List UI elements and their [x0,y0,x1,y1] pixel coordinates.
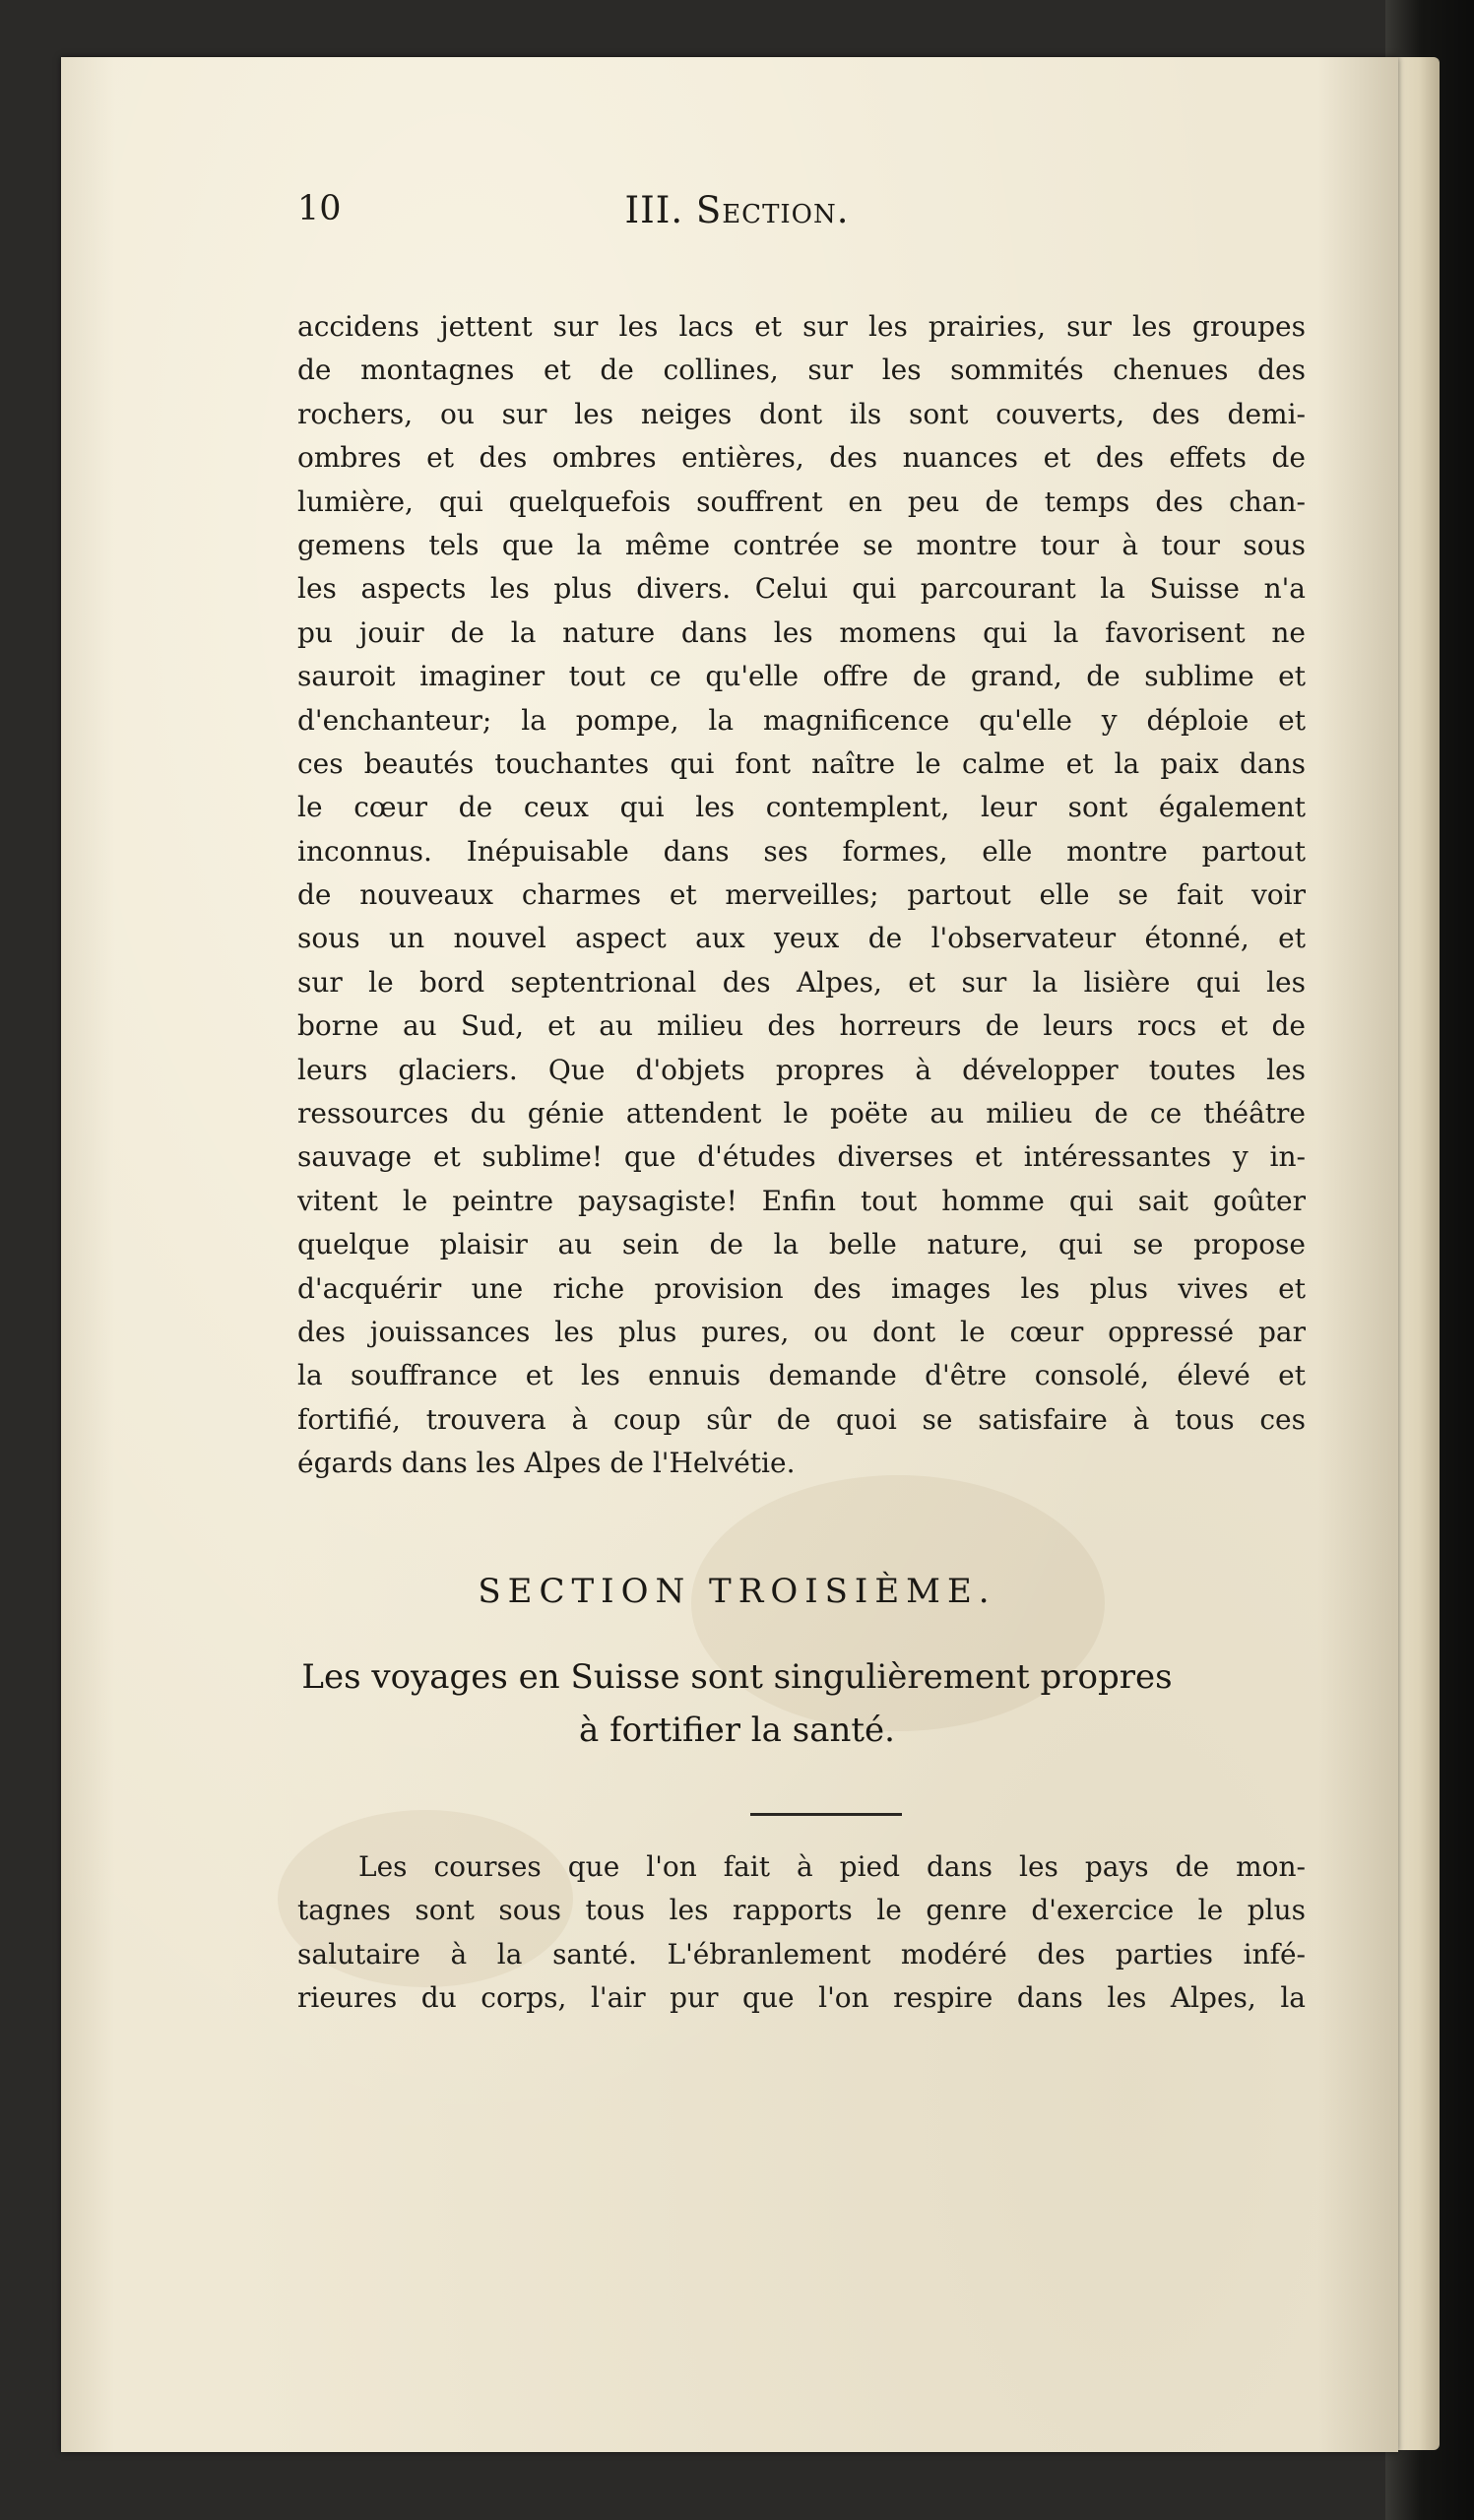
text-line: gemens tels que la même contrée se montre tour à tour sous [297,528,1306,561]
text-line: quelque plaisir au sein de la belle nature, qui se propose [297,1228,1306,1261]
text-line: ressources du génie attendent le poëte au milieu de ce théâtre [297,1097,1306,1131]
section-subtitle [0,1650,1474,1757]
section-subtitle-line: Les voyages en Suisse sont singulièrement propres [301,1657,1173,1697]
page-number: 10 [297,189,342,228]
text-line: sur le bord septentrional des Alpes, et sur la lisière qui les [297,965,1306,999]
text-line: rieures du corps, l'air pur que l'on respire dans les Alpes, la [297,1981,1306,2015]
section-divider-rule [750,1813,902,1816]
paragraph-body-1 [297,305,1306,1486]
section-subtitle-line: à fortifier la santé. [579,1711,895,1750]
section-heading: SECTION TROISIÈME. [478,1572,996,1611]
text-line: Les courses que l'on fait à pied dans les pays de mon- [358,1850,1306,1883]
text-line: vitent le peintre paysagiste! Enfin tout homme qui sait goûter [297,1184,1306,1217]
text-line: rochers, ou sur les neiges dont ils sont couverts, des demi- [297,397,1306,430]
text-line: sauroit imaginer tout ce qu'elle offre de grand, de sublime et [297,660,1306,693]
text-line: accidens jettent sur les lacs et sur les prairies, sur les groupes [297,310,1306,343]
text-line: sauvage et sublime! que d'études diverses et intéressantes y in- [297,1140,1306,1174]
running-head: III. Section. [624,189,850,231]
text-line: de montagnes et de collines, sur les sommités chenues des [297,354,1306,387]
page-header [0,189,1474,248]
text-line: de nouveaux charmes et merveilles; partout elle se fait voir [297,878,1306,912]
text-line: fortifié, trouvera à coup sûr de quoi se satisfaire à tous ces [297,1402,1306,1436]
text-line: pu jouir de la nature dans les momens qui la favorisent ne [297,615,1306,649]
text-line: salutaire à la santé. L'ébranlement modéré des parties infé- [297,1937,1306,1971]
text-line: égards dans les Alpes de l'Helvétie. [297,1447,796,1480]
text-line: borne au Sud, et au milieu des horreurs de leurs rocs et de [297,1009,1306,1043]
text-line: d'enchanteur; la pompe, la magnificence qu'elle y déploie et [297,703,1306,737]
text-line: inconnus. Inépuisable dans ses formes, elle montre partout [297,834,1306,868]
text-line: ombres et des ombres entières, des nuances et des effets de [297,441,1306,475]
paragraph-body-2 [297,1845,1306,2021]
text-line: des jouissances les plus pures, ou dont le cœur oppressé par [297,1315,1306,1348]
text-line: les aspects les plus divers. Celui qui parcourant la Suisse n'a [297,572,1306,606]
text-line: d'acquérir une riche provision des images les plus vives et [297,1271,1306,1305]
text-line: la souffrance et les ennuis demande d'être consolé, élevé et [297,1359,1306,1392]
text-line: sous un nouvel aspect aux yeux de l'observateur étonné, et [297,922,1306,955]
text-line: le cœur de ceux qui les contemplent, leur sont également [297,791,1306,824]
text-line: lumière, qui quelquefois souffrent en peu de temps des chan- [297,485,1306,518]
text-line: leurs glaciers. Que d'objets propres à développer toutes les [297,1053,1306,1086]
text-line: ces beautés touchantes qui font naître le calme et la paix dans [297,746,1306,780]
text-line: tagnes sont sous tous les rapports le genre d'exercice le plus [297,1894,1306,1927]
